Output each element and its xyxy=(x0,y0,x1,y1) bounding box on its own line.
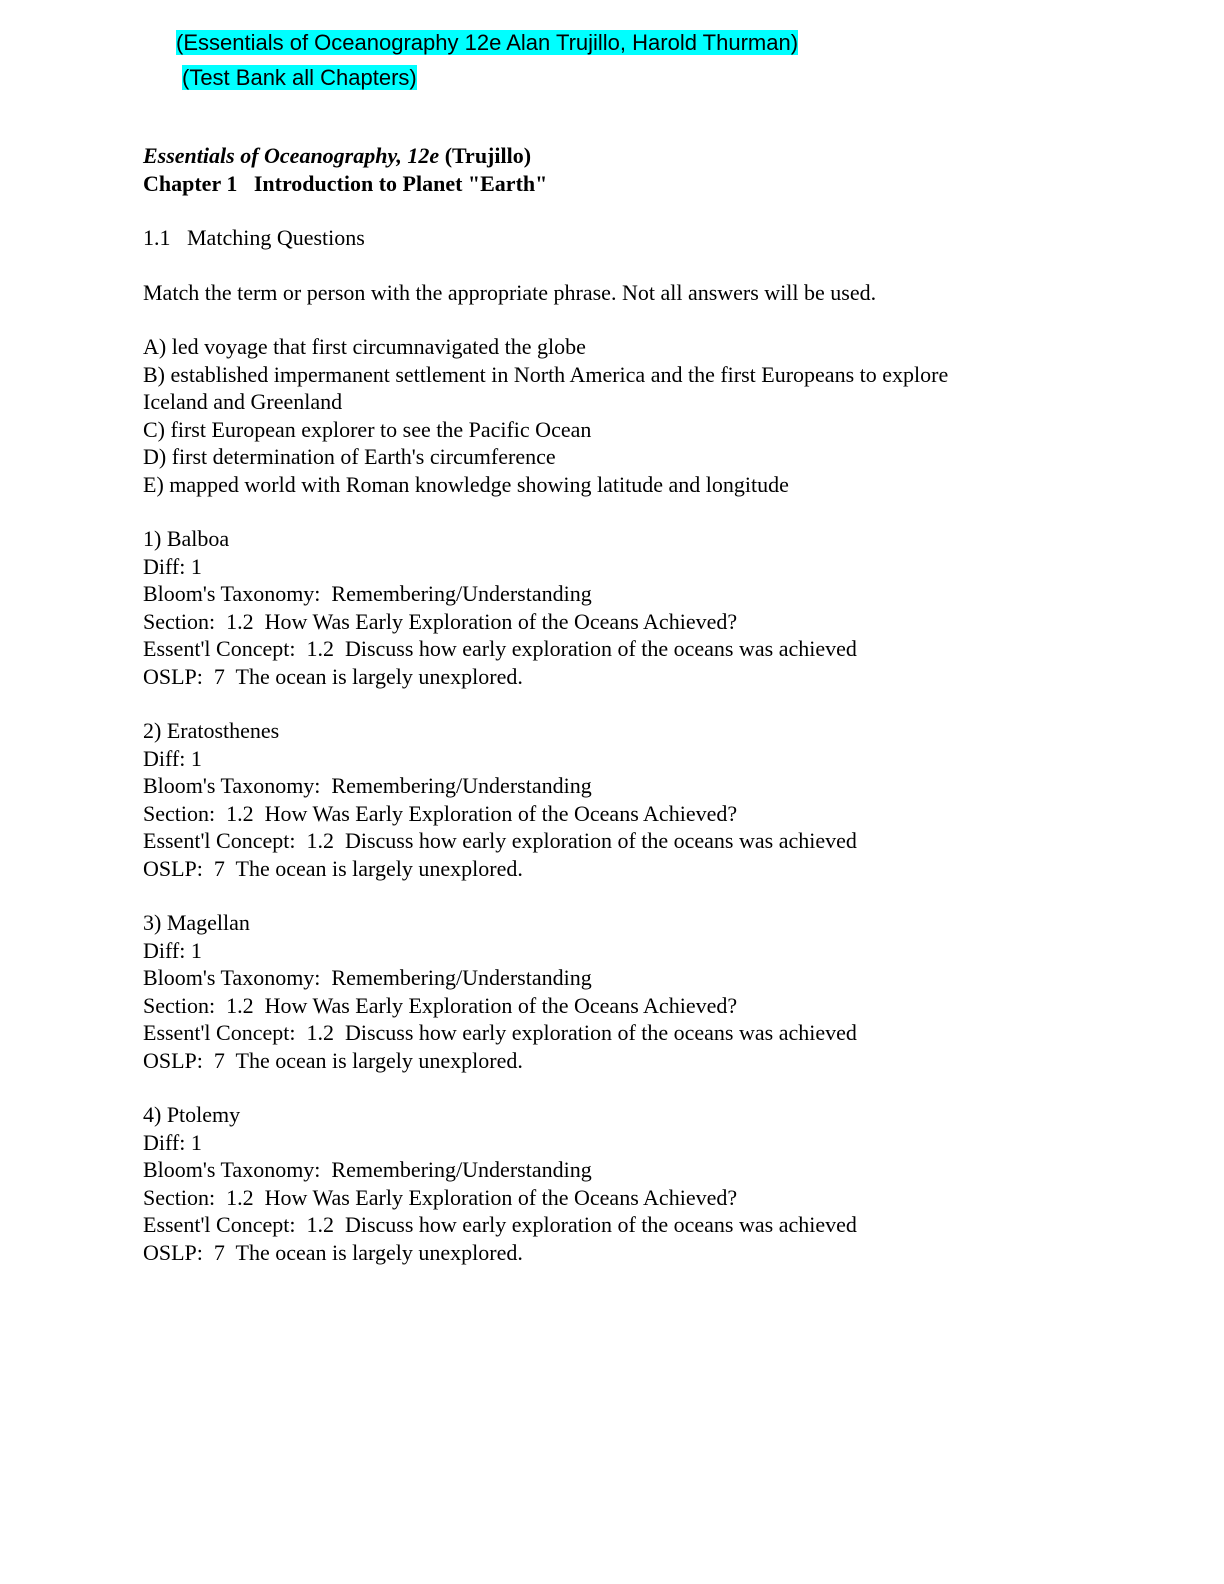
option-c: C) first European explorer to see the Pacific Ocean xyxy=(143,416,592,442)
option-d: D) first determination of Earth's circumference xyxy=(143,444,556,469)
spacer xyxy=(143,882,1143,909)
instructions: Match the term or person with the appropriate phrase. Not all answers will be used. xyxy=(143,279,877,305)
option-e: E) mapped world with Roman knowledge showing latitude and longitude xyxy=(143,471,789,497)
question-oslp: OSLP: 7 The ocean is largely unexplored. xyxy=(143,1239,523,1265)
question-diff: Diff: 1 xyxy=(143,1129,202,1155)
question-block xyxy=(143,717,1143,882)
question-diff: Diff: 1 xyxy=(143,553,202,579)
question-section: Section: 1.2 How Was Early Exploration of the Oceans Achieved? xyxy=(143,1184,738,1210)
question-section: Section: 1.2 How Was Early Exploration of the Oceans Achieved? xyxy=(143,608,738,634)
book-title: Essentials of Oceanography, 12e xyxy=(143,143,440,168)
chapter-title: Chapter 1 Introduction to Planet "Earth" xyxy=(143,170,548,196)
spacer xyxy=(143,498,1143,525)
highlighted-header-line-2 xyxy=(182,65,417,91)
spacer xyxy=(143,306,1143,333)
question-section: Section: 1.2 How Was Early Exploration of the Oceans Achieved? xyxy=(143,800,738,826)
question-section: Section: 1.2 How Was Early Exploration of the Oceans Achieved? xyxy=(143,992,738,1018)
spacer xyxy=(143,1074,1143,1101)
spacer xyxy=(143,252,1143,279)
question-concept: Essent'l Concept: 1.2 Discuss how early exploration of the oceans was achieved xyxy=(143,1212,857,1237)
question-concept: Essent'l Concept: 1.2 Discuss how early exploration of the oceans was achieved xyxy=(143,828,857,853)
question-concept: Essent'l Concept: 1.2 Discuss how early exploration of the oceans was achieved xyxy=(143,1020,857,1045)
question-block xyxy=(143,909,1143,1074)
question-diff: Diff: 1 xyxy=(143,745,202,771)
question-label: 1) Balboa xyxy=(143,526,230,551)
question-bloom: Bloom's Taxonomy: Remembering/Understanding xyxy=(143,965,592,990)
question-oslp: OSLP: 7 The ocean is largely unexplored. xyxy=(143,663,523,689)
question-concept: Essent'l Concept: 1.2 Discuss how early exploration of the oceans was achieved xyxy=(143,636,857,661)
option-a: A) led voyage that first circumnavigated the globe xyxy=(143,334,586,359)
question-block xyxy=(143,1101,1143,1266)
header-subtitle-text: (Test Bank all Chapters) xyxy=(182,65,417,90)
question-oslp: OSLP: 7 The ocean is largely unexplored. xyxy=(143,1047,523,1073)
section-heading: 1.1 Matching Questions xyxy=(143,225,365,250)
question-label: 3) Magellan xyxy=(143,910,250,935)
option-b-continued: Iceland and Greenland xyxy=(143,389,343,414)
question-label: 2) Eratosthenes xyxy=(143,718,280,743)
highlighted-header-line-1 xyxy=(176,30,798,56)
question-diff: Diff: 1 xyxy=(143,937,202,963)
question-oslp: OSLP: 7 The ocean is largely unexplored. xyxy=(143,855,523,881)
header-title-text: (Essentials of Oceanography 12e Alan Trujillo, Harold Thurman) xyxy=(176,30,799,55)
document-body xyxy=(143,142,1143,1266)
book-author: (Trujillo) xyxy=(444,143,532,168)
spacer xyxy=(143,690,1143,717)
spacer xyxy=(143,197,1143,224)
question-bloom: Bloom's Taxonomy: Remembering/Understanding xyxy=(143,773,592,798)
question-bloom: Bloom's Taxonomy: Remembering/Understanding xyxy=(143,581,592,606)
answer-options xyxy=(143,333,1143,498)
book-title-line xyxy=(143,142,1143,170)
question-bloom: Bloom's Taxonomy: Remembering/Understanding xyxy=(143,1157,592,1182)
option-b: B) established impermanent settlement in North America and the first Europeans to explore xyxy=(143,361,949,387)
question-block xyxy=(143,525,1143,690)
question-label: 4) Ptolemy xyxy=(143,1102,241,1127)
